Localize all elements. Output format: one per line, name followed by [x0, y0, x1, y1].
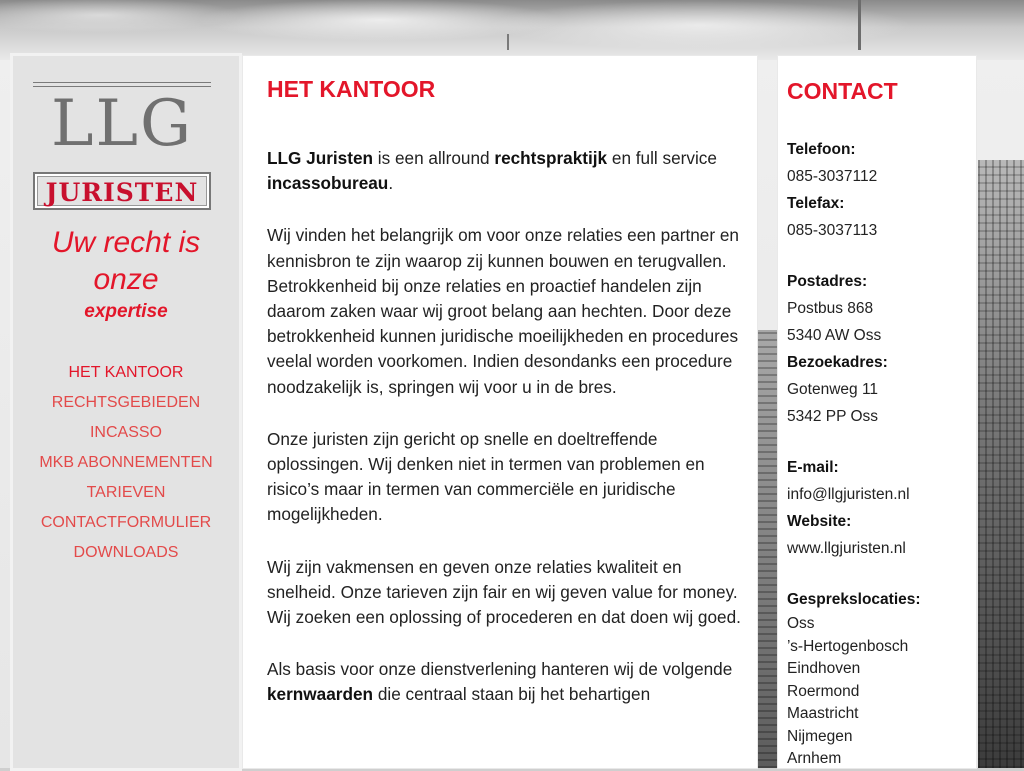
- bezoekadres-label: Bezoekadres:: [787, 354, 888, 371]
- nav-item-mkb-abonnementen[interactable]: MKB ABONNEMENTEN: [39, 454, 213, 471]
- nav-item-het-kantoor[interactable]: HET KANTOOR: [68, 364, 184, 381]
- background-spire: [858, 0, 861, 50]
- locatie-item: ’s-Hertogenbosch: [787, 637, 909, 655]
- page-title: HET KANTOOR: [267, 76, 436, 102]
- nav-item-tarieven[interactable]: TARIEVEN: [86, 484, 166, 501]
- telefoon-value: 085-3037112: [787, 168, 878, 185]
- contact-panel: [778, 56, 976, 768]
- nav-item-incasso[interactable]: INCASSO: [89, 424, 162, 441]
- tagline-line-1: Uw recht is: [51, 226, 201, 259]
- background-building-right: [978, 160, 1024, 768]
- logo-rule-top: [33, 82, 211, 83]
- text-span: die centraal staan bij het behartigen: [373, 684, 651, 705]
- tagline-line-2: onze: [93, 263, 159, 296]
- paragraph-intro: [267, 146, 747, 196]
- main-content: [243, 56, 757, 768]
- paragraph-kernwaarden: [267, 657, 747, 707]
- nav-item-rechtsgebieden[interactable]: RECHTSGEBIEDEN: [51, 394, 201, 411]
- paragraph-vakmensen: Wij zijn vakmensen en geven onze relaties kwaliteit en snelheid. Onze tarieven zijn fair en wij geven value for money. Wij zoeken een oplossing of procederen en dat doen wij goed.: [267, 556, 741, 628]
- website-label: Website:: [787, 513, 852, 530]
- postadres-line-2: 5340 AW Oss: [787, 327, 882, 344]
- locatie-item: Eindhoven: [787, 660, 861, 677]
- telefax-value: 085-3037113: [787, 222, 878, 239]
- text-span: is een allround: [373, 148, 495, 168]
- email-label: E-mail:: [787, 459, 839, 476]
- locatie-item: Roermond: [787, 682, 860, 700]
- website-link[interactable]: www.llgjuristen.nl: [787, 540, 906, 557]
- locatie-item: Nijmegen: [787, 727, 853, 745]
- paragraph-oplossingen: Onze juristen zijn gericht op snelle en doeltreffende oplossingen. Wij denken niet in termen van problemen en risico’s maar in termen van commerciële en juridische mogelijkheden.: [267, 428, 705, 525]
- bold-llg-juristen: LLG Juristen: [267, 148, 374, 168]
- main-navigation: [13, 358, 239, 568]
- spacer: [787, 244, 972, 268]
- spacer: [787, 430, 972, 454]
- background-sky: [0, 0, 1024, 60]
- site-logo[interactable]: [33, 82, 211, 208]
- text-span: Als basis voor onze dienstverlening hanteren wij de volgende: [267, 659, 733, 680]
- locatie-item: Oss: [787, 615, 815, 632]
- contact-title: CONTACT: [787, 78, 898, 104]
- tagline: [13, 224, 239, 326]
- content-body: [267, 146, 747, 735]
- bold-kernwaarden: kernwaarden: [267, 684, 374, 705]
- background-spire-small: [507, 34, 509, 50]
- postadres-line-1: Postbus 868: [787, 300, 874, 317]
- bezoekadres-line-2: 5342 PP Oss: [787, 408, 879, 425]
- spacer: [787, 562, 972, 586]
- postadres-label: Postadres:: [787, 273, 868, 290]
- telefoon-label: Telefoon:: [787, 141, 856, 158]
- tagline-line-3: expertise: [84, 301, 168, 322]
- text-span: .: [388, 173, 394, 194]
- bold-rechtspraktijk: rechtspraktijk: [494, 148, 608, 168]
- nav-item-downloads[interactable]: DOWNLOADS: [73, 544, 179, 561]
- background-building-middle: [757, 330, 777, 768]
- locatie-item: Arnhem: [787, 750, 842, 767]
- locatie-item: Maastricht: [787, 705, 859, 722]
- text-span: en full service: [607, 148, 717, 168]
- bezoekadres-line-1: Gotenweg 11: [787, 381, 879, 398]
- logo-llg: LLG: [50, 87, 194, 161]
- gesprekslocaties-label: Gesprekslocaties:: [787, 591, 921, 608]
- nav-item-contactformulier[interactable]: CONTACTFORMULIER: [40, 514, 212, 531]
- telefax-label: Telefax:: [787, 195, 845, 212]
- left-sidebar: [13, 56, 239, 768]
- email-link[interactable]: info@llgjuristen.nl: [787, 486, 910, 503]
- logo-juristen: JURISTEN: [45, 178, 199, 207]
- paragraph-betrokkenheid: Wij vinden het belangrijk om voor onze relaties een partner en kennisbron te zijn waarop zij kunnen bouwen en terugvallen. Betrokkenheid bij onze relaties en proactief handelen zijn daarom zaken waar wij groot belang aan hechten. Door deze betrokkenheid kunnen juridische moeilijkheden en procedures veelal worden voorkomen. Indien desondanks een procedure noodzakelijk is, springen wij voor u in de bres.: [267, 225, 739, 397]
- logo-juristen-box: [33, 172, 211, 210]
- bold-incassobureau: incassobureau: [267, 173, 389, 194]
- contact-info: [787, 136, 972, 771]
